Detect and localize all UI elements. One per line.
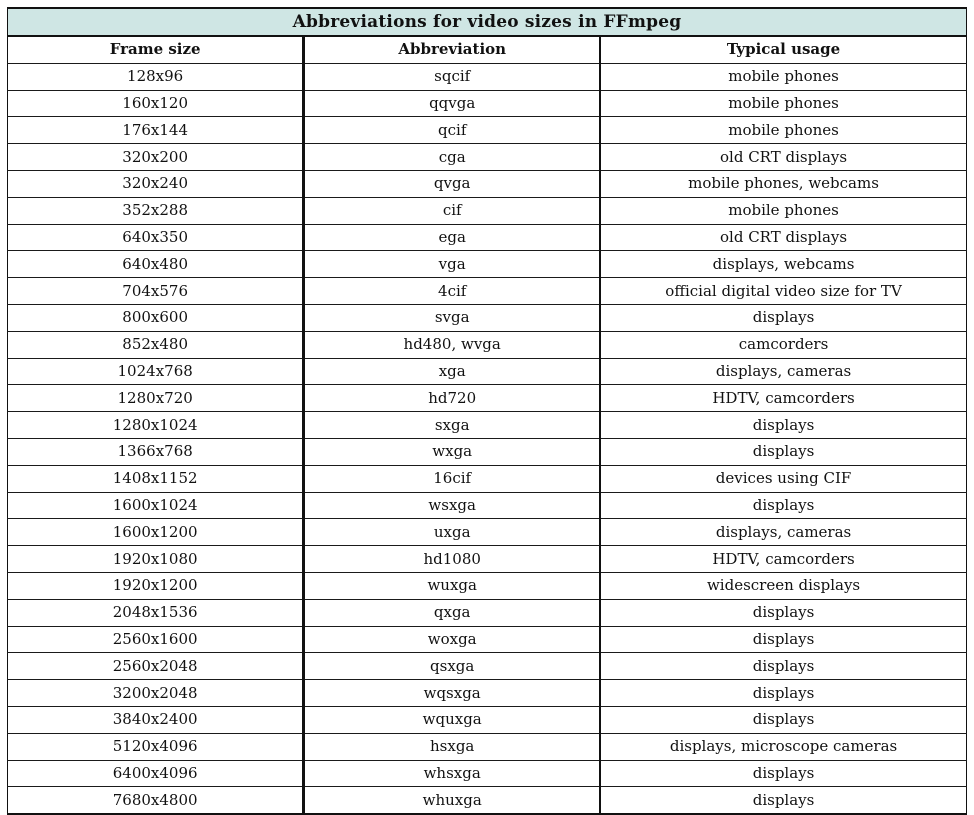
table-row [8, 546, 967, 573]
frame-size-cell: 1024x768 [8, 358, 304, 385]
frame-size-cell: 1600x1200 [8, 519, 304, 546]
typical-usage-cell: displays, webcams [600, 251, 966, 278]
abbreviation-cell: wxga [304, 438, 600, 465]
table-row [8, 787, 967, 814]
frame-size-cell: 640x350 [8, 224, 304, 251]
frame-size-cell: 1600x1024 [8, 492, 304, 519]
frame-size-cell: 176x144 [8, 117, 304, 144]
abbreviation-cell: cif [304, 197, 600, 224]
table-row [8, 680, 967, 707]
frame-size-cell: 3840x2400 [8, 706, 304, 733]
abbreviation-cell: wsxga [304, 492, 600, 519]
typical-usage-cell: old CRT displays [600, 224, 966, 251]
abbreviation-cell: cga [304, 144, 600, 171]
abbreviation-cell: wuxga [304, 572, 600, 599]
header-typical-usage: Typical usage [600, 36, 966, 63]
abbreviation-cell: 16cif [304, 465, 600, 492]
frame-size-cell: 2048x1536 [8, 599, 304, 626]
typical-usage-cell: displays, microscope cameras [600, 733, 966, 760]
title-row [8, 8, 967, 36]
abbreviation-cell: svga [304, 304, 600, 331]
abbreviation-cell: qvga [304, 170, 600, 197]
header-row [8, 36, 967, 63]
frame-size-cell: 128x96 [8, 63, 304, 90]
typical-usage-cell: mobile phones [600, 63, 966, 90]
typical-usage-cell: displays [600, 599, 966, 626]
frame-size-cell: 352x288 [8, 197, 304, 224]
typical-usage-cell: displays [600, 304, 966, 331]
table-row [8, 63, 967, 90]
table-row [8, 492, 967, 519]
abbreviation-cell: hd720 [304, 385, 600, 412]
typical-usage-cell: mobile phones, webcams [600, 170, 966, 197]
typical-usage-cell: displays [600, 438, 966, 465]
abbreviation-cell: hd1080 [304, 546, 600, 573]
typical-usage-cell: widescreen displays [600, 572, 966, 599]
header-frame-size: Frame size [8, 36, 304, 63]
table-row [8, 331, 967, 358]
typical-usage-cell: mobile phones [600, 197, 966, 224]
frame-size-cell: 1920x1200 [8, 572, 304, 599]
table-row [8, 251, 967, 278]
typical-usage-cell: mobile phones [600, 117, 966, 144]
header-abbreviation: Abbreviation [304, 36, 600, 63]
typical-usage-cell: displays [600, 626, 966, 653]
table-row [8, 465, 967, 492]
abbreviation-cell: wquxga [304, 706, 600, 733]
frame-size-cell: 160x120 [8, 90, 304, 117]
typical-usage-cell: camcorders [600, 331, 966, 358]
frame-size-cell: 320x200 [8, 144, 304, 171]
frame-size-cell: 1408x1152 [8, 465, 304, 492]
table-row [8, 358, 967, 385]
typical-usage-cell: displays [600, 680, 966, 707]
typical-usage-cell: old CRT displays [600, 144, 966, 171]
frame-size-cell: 1920x1080 [8, 546, 304, 573]
frame-size-cell: 6400x4096 [8, 760, 304, 787]
abbreviation-cell: sqcif [304, 63, 600, 90]
abbreviation-cell: wqsxga [304, 680, 600, 707]
typical-usage-cell: displays [600, 492, 966, 519]
typical-usage-cell: displays, cameras [600, 519, 966, 546]
table-row [8, 412, 967, 439]
table-row [8, 519, 967, 546]
abbreviation-cell: woxga [304, 626, 600, 653]
table-row [8, 626, 967, 653]
abbreviation-cell: xga [304, 358, 600, 385]
abbreviation-cell: 4cif [304, 278, 600, 305]
frame-size-cell: 800x600 [8, 304, 304, 331]
frame-size-cell: 2560x2048 [8, 653, 304, 680]
typical-usage-cell: official digital video size for TV [600, 278, 966, 305]
typical-usage-cell: mobile phones [600, 90, 966, 117]
abbreviation-cell: sxga [304, 412, 600, 439]
frame-size-cell: 320x240 [8, 170, 304, 197]
typical-usage-cell: HDTV, camcorders [600, 385, 966, 412]
table-row [8, 706, 967, 733]
typical-usage-cell: displays [600, 787, 966, 814]
table-row [8, 278, 967, 305]
frame-size-cell: 640x480 [8, 251, 304, 278]
table-row [8, 733, 967, 760]
abbreviation-cell: qqvga [304, 90, 600, 117]
table-row [8, 572, 967, 599]
abbreviation-cell: whuxga [304, 787, 600, 814]
table-row [8, 90, 967, 117]
frame-size-cell: 5120x4096 [8, 733, 304, 760]
table-row [8, 438, 967, 465]
abbreviation-cell: vga [304, 251, 600, 278]
frame-size-cell: 1280x1024 [8, 412, 304, 439]
table-row [8, 304, 967, 331]
typical-usage-cell: HDTV, camcorders [600, 546, 966, 573]
abbreviation-cell: whsxga [304, 760, 600, 787]
frame-size-cell: 1280x720 [8, 385, 304, 412]
table-row [8, 385, 967, 412]
table-row [8, 760, 967, 787]
typical-usage-cell: displays [600, 412, 966, 439]
abbreviation-cell: qcif [304, 117, 600, 144]
frame-size-cell: 7680x4800 [8, 787, 304, 814]
abbreviation-cell: ega [304, 224, 600, 251]
typical-usage-cell: devices using CIF [600, 465, 966, 492]
typical-usage-cell: displays, cameras [600, 358, 966, 385]
table-row [8, 197, 967, 224]
abbreviation-cell: qxga [304, 599, 600, 626]
frame-size-cell: 3200x2048 [8, 680, 304, 707]
typical-usage-cell: displays [600, 706, 966, 733]
table-row [8, 144, 967, 171]
video-sizes-table [7, 7, 967, 815]
frame-size-cell: 852x480 [8, 331, 304, 358]
table-row [8, 224, 967, 251]
abbreviation-cell: uxga [304, 519, 600, 546]
abbreviation-cell: hd480, wvga [304, 331, 600, 358]
frame-size-cell: 2560x1600 [8, 626, 304, 653]
table-row [8, 653, 967, 680]
abbreviation-cell: qsxga [304, 653, 600, 680]
frame-size-cell: 1366x768 [8, 438, 304, 465]
table-row [8, 599, 967, 626]
typical-usage-cell: displays [600, 760, 966, 787]
typical-usage-cell: displays [600, 653, 966, 680]
table-body [8, 63, 967, 814]
abbreviation-cell: hsxga [304, 733, 600, 760]
table-row [8, 117, 967, 144]
table-row [8, 170, 967, 197]
frame-size-cell: 704x576 [8, 278, 304, 305]
table-title: Abbreviations for video sizes in FFmpeg [8, 8, 967, 36]
